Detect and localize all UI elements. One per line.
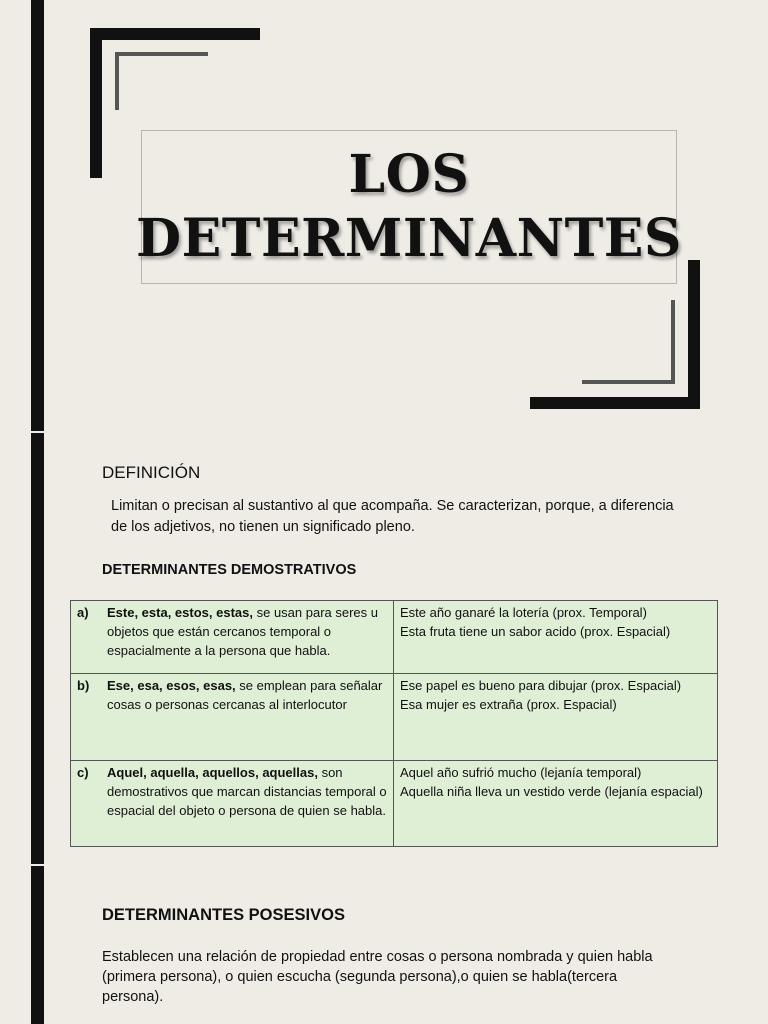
corner-decoration-inner xyxy=(115,52,208,56)
corner-decoration-inner xyxy=(115,52,119,110)
possessives-heading: DETERMINANTES POSESIVOS xyxy=(102,906,345,924)
definition-text: Limitan o precisan al sustantivo al que acompaña. Se caracterizan, porque, a diferencia de los adjetivos, no tienen un significado pleno. xyxy=(111,498,674,535)
item-label: c) xyxy=(77,765,89,780)
table-cell-examples xyxy=(394,601,718,674)
determiner-words: Ese, esa, esos, esas, xyxy=(107,678,236,693)
corner-decoration-inner xyxy=(671,300,675,384)
determiner-words: Aquel, aquella, aquellos, aquellas, xyxy=(107,765,318,780)
title-line: DETERMINANTES xyxy=(136,208,682,269)
demonstratives-table xyxy=(70,600,718,847)
example-sentence: Este año ganaré la lotería (prox. Temporal) xyxy=(400,605,647,620)
title-box xyxy=(136,130,682,284)
determiner-words: Este, esta, estos, estas, xyxy=(107,605,253,620)
possessives-text: Establecen una relación de propiedad entre cosas o persona nombrada y quien habla (primera persona), o quien escucha (segunda persona),o quien se habla(tercera persona). xyxy=(102,949,653,1005)
item-description: se usan para seres u objetos que están cercanos temporal o espacialmente a la persona que habla. xyxy=(107,605,379,658)
corner-decoration-inner xyxy=(582,380,675,384)
demonstratives-heading: DETERMINANTES DEMOSTRATIVOS xyxy=(102,562,357,578)
table-cell-description xyxy=(71,601,394,674)
item-description: se emplean para señalar cosas o personas cercanas al interlocutor xyxy=(107,678,383,712)
item-label: a) xyxy=(77,605,89,620)
corner-decoration-bottom xyxy=(530,397,700,409)
corner-decoration-top xyxy=(90,28,260,40)
example-sentence: Aquel año sufrió mucho (lejanía temporal) xyxy=(400,765,642,780)
item-label: b) xyxy=(77,678,90,693)
example-sentence: Esta fruta tiene un sabor acido (prox. Espacial) xyxy=(400,624,671,639)
left-border-bar xyxy=(31,0,44,1024)
title-line: LOS xyxy=(348,144,470,205)
table-cell-examples xyxy=(394,674,718,761)
table-row xyxy=(71,674,718,761)
table-cell-description xyxy=(71,674,394,761)
corner-decoration-top xyxy=(90,28,102,178)
example-sentence: Ese papel es bueno para dibujar (prox. Espacial) xyxy=(400,678,682,693)
table-row xyxy=(71,761,718,847)
table-cell-description xyxy=(71,761,394,847)
item-description: son demostrativos que marcan distancias temporal o espacial del objeto o persona de quien se habla. xyxy=(107,765,387,818)
corner-decoration-bottom xyxy=(688,260,700,409)
example-sentence: Aquella niña lleva un vestido verde (lejanía espacial) xyxy=(400,784,703,799)
definition-heading: DEFINICIÓN xyxy=(102,463,201,482)
page-title xyxy=(136,143,682,271)
left-border-gap xyxy=(31,431,44,433)
table-row xyxy=(71,601,718,674)
left-border-gap xyxy=(31,864,44,866)
example-sentence: Esa mujer es extraña (prox. Espacial) xyxy=(400,697,617,712)
table-cell-examples xyxy=(394,761,718,847)
